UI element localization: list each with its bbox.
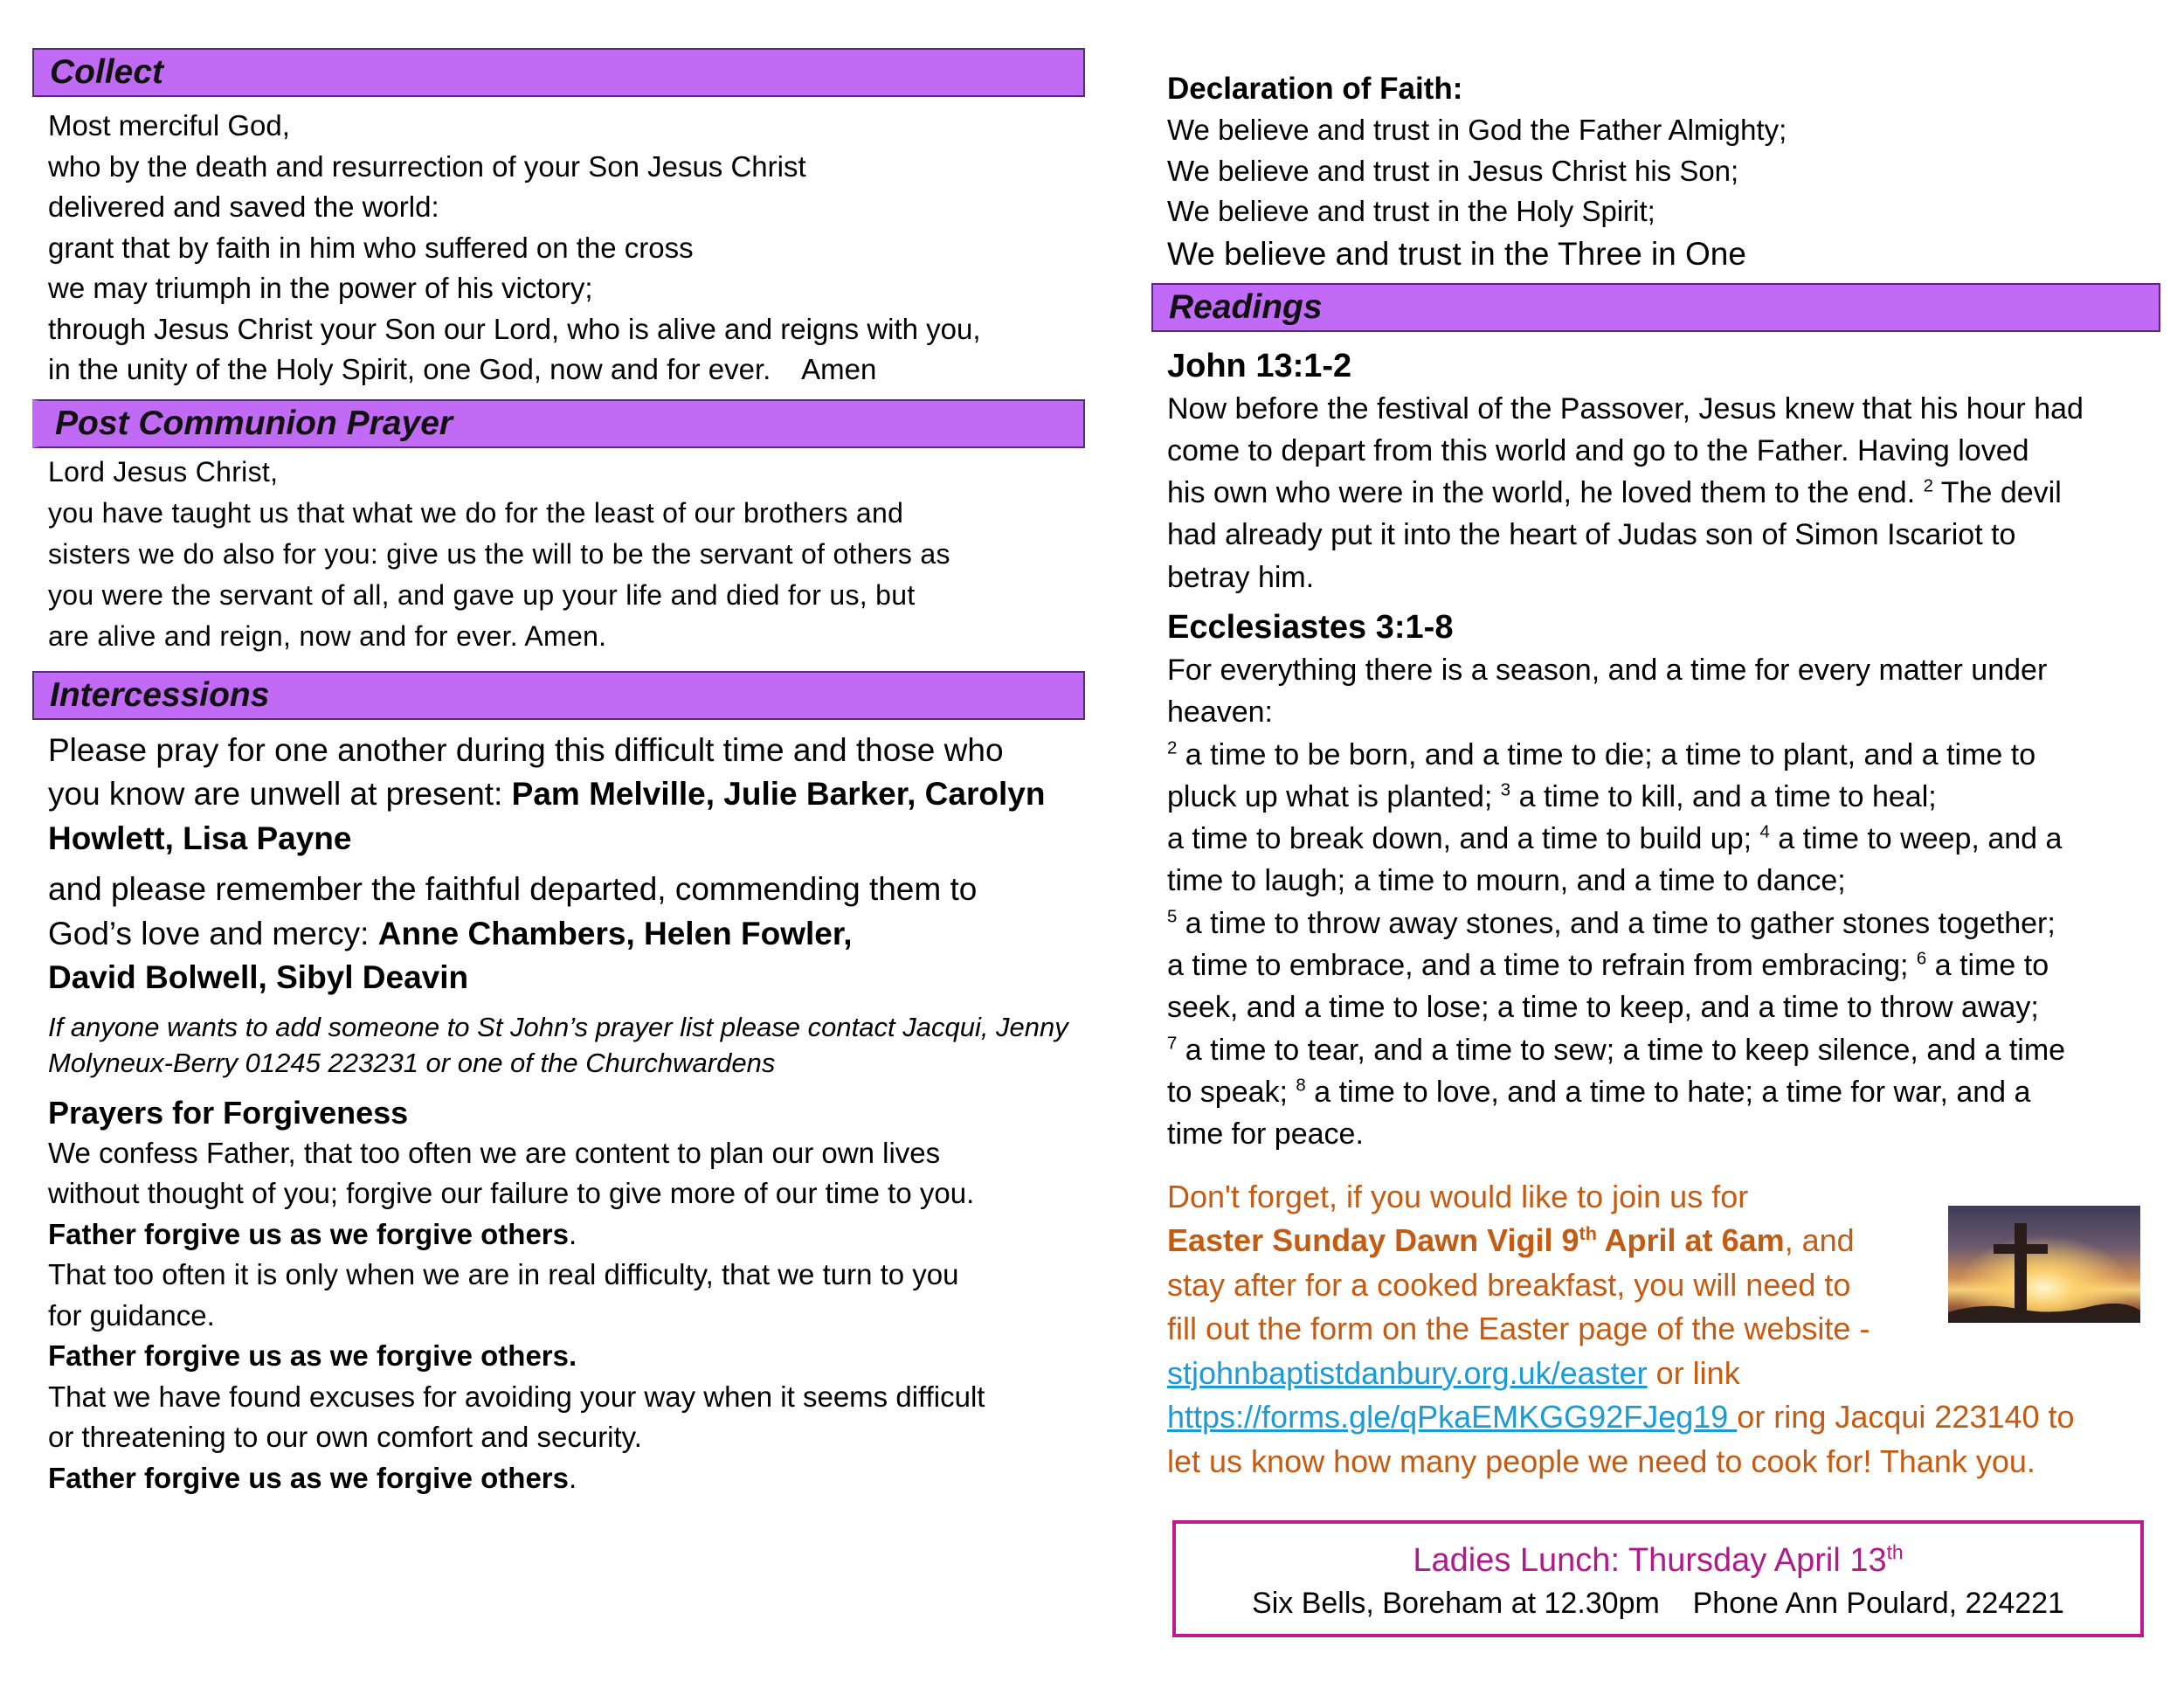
eccl-line: heaven: [1167, 695, 1273, 730]
sick-names: Howlett, Lisa Payne [48, 820, 352, 856]
declaration-line: We believe and trust in Jesus Christ his Son; [1167, 154, 1739, 187]
sick-names: Pam Melville, Julie Barker, Carolyn [511, 776, 1046, 812]
eccl-text: a time to throw away stones, and a time to gather stones together; [1177, 906, 2056, 940]
vigil-line: let us know how many people we need to cook for! Thank you. [1167, 1442, 2035, 1479]
vigil-line [1167, 1395, 2160, 1440]
intercessions-line [48, 912, 1085, 957]
response-text: Father forgive us as we forgive others [48, 1461, 569, 1494]
collect-line: Most merciful God, [48, 109, 290, 142]
eccl-text: pluck up what is planted; [1167, 779, 1501, 813]
eccl-line [1167, 734, 2160, 776]
forgiveness-line: That we have found excuses for avoiding your way when it seems difficult [48, 1380, 985, 1413]
forgiveness-line: or threatening to our own comfort and security. [48, 1421, 642, 1453]
cross-sunrise-image [1948, 1206, 2140, 1323]
declaration-line: We believe and trust in the Holy Spirit; [1167, 195, 1655, 227]
readings-heading: Readings [1151, 283, 2160, 332]
eccl-line [1167, 1071, 2160, 1113]
eccl-text: a time to weep, and a [1769, 822, 2063, 856]
vigil-text: or ring Jacqui 223140 to [1737, 1399, 2075, 1435]
post-communion-line: Lord Jesus Christ, [48, 455, 279, 488]
collect-line: delivered and saved the world: [48, 190, 439, 223]
eccl-line [1167, 776, 2160, 818]
forgiveness-response: Father forgive us as we forgive others. [48, 1339, 577, 1372]
vigil-event-sup: th [1579, 1222, 1597, 1245]
forgiveness-line: without thought of you; forgive our failure to give more of our time to you. [48, 1177, 975, 1209]
john-line: betray him. [1167, 560, 1315, 594]
post-communion-heading: Post Communion Prayer [32, 399, 1085, 448]
post-communion-line: are alive and reign, now and for ever. Amen. [48, 619, 607, 652]
john-text: his own who were in the world, he loved them to the end. [1167, 476, 1924, 510]
lunch-details: Six Bells, Boreham at 12.30pm Phone Ann Poulard, 224221 [1252, 1587, 2064, 1620]
ecclesiastes-reference: Ecclesiastes 3:1-8 [1167, 608, 1454, 646]
eccl-text: a time to [1926, 949, 2049, 983]
eccl-line [1167, 1029, 2160, 1071]
lunch-title-sup: th [1886, 1540, 1904, 1564]
eccl-line: time for peace. [1167, 1117, 1364, 1152]
left-column [32, 48, 1085, 1498]
post-communion-line: you have taught us that what we do for the least of our brothers and [48, 496, 904, 529]
verse-number: 7 [1167, 1034, 1178, 1054]
intercessions-line: Please pray for one another during this difficult time and those who [48, 731, 1004, 768]
declaration-section [1151, 68, 2160, 276]
verse-number: 3 [1500, 780, 1511, 800]
vigil-line: stay after for a cooked breakfast, you will need to [1167, 1266, 1851, 1303]
eccl-text: a time to be born, and a time to die; a time to plant, and a time to [1177, 737, 2036, 771]
ladies-lunch-box [1172, 1520, 2144, 1637]
response-period: . [569, 1461, 577, 1494]
declaration-heading: Declaration of Faith: [1167, 72, 1463, 106]
intercessions-text [32, 729, 1085, 1081]
intercessions-text-part: you know are unwell at present: [48, 776, 512, 812]
forms-link[interactable]: https://forms.gle/qPkaEMKGG92FJeg19 [1167, 1399, 1738, 1435]
eccl-text: a time to break down, and a time to build up; [1167, 822, 1760, 856]
john-line [1167, 472, 2160, 514]
post-communion-text [32, 452, 1085, 657]
collect-line: in the unity of the Holy Spirit, one God, now and for ever. Amen [48, 353, 877, 385]
forgiveness-section [32, 1093, 1085, 1499]
eccl-text: to speak; [1167, 1075, 1296, 1109]
verse-number: 5 [1167, 907, 1178, 927]
forgiveness-response [48, 1214, 1085, 1256]
intercessions-text-part: God’s love and mercy: [48, 915, 378, 951]
verse-number: 6 [1916, 949, 1927, 969]
collect-line: who by the death and resurrection of your Son Jesus Christ [48, 149, 806, 183]
eccl-text: a time to love, and a time to hate; a time for war, and a [1305, 1075, 2031, 1109]
intercessions-line: and please remember the faithful departed, commending them to [48, 871, 978, 907]
collect-text [32, 106, 1085, 391]
eccl-line: time to laugh; a time to mourn, and a time to dance; [1167, 864, 1846, 898]
response-text: Father forgive us as we forgive others [48, 1217, 569, 1250]
declaration-line: We believe and trust in God the Father Almighty; [1167, 114, 1787, 146]
eccl-text: a time to kill, and a time to heal; [1510, 779, 1937, 813]
vigil-line: fill out the form on the Easter page of the website - [1167, 1311, 1870, 1347]
verse-number: 8 [1296, 1076, 1306, 1096]
post-communion-line: you were the servant of all, and gave up your life and died for us, but [48, 578, 916, 611]
vigil-text: , and [1784, 1222, 1855, 1259]
response-period: . [569, 1217, 577, 1250]
vigil-line: Don't forget, if you would like to join us for [1167, 1178, 1749, 1214]
collect-line: we may triumph in the power of his victory; [48, 272, 593, 304]
easter-page-link[interactable]: stjohnbaptistdanbury.org.uk/easter [1167, 1354, 1648, 1391]
john-line: come to depart from this world and go to the Father. Having loved [1167, 433, 2029, 467]
vigil-event: Easter Sunday Dawn Vigil 9 [1167, 1222, 1579, 1259]
lunch-title [1176, 1538, 2140, 1583]
departed-names: David Bolwell, Sibyl Deavin [48, 959, 469, 995]
eccl-line: For everything there is a season, and a time for every matter under [1167, 653, 2048, 687]
forgiveness-line: That too often it is only when we are in real difficulty, that we turn to you [48, 1258, 959, 1290]
lunch-title-text: Ladies Lunch: Thursday April 13 [1413, 1542, 1887, 1579]
john-text: The devil [1932, 476, 2062, 510]
prayer-list-note: If anyone wants to add someone to St John’s prayer list please contact Jacqui, Jenny [48, 1011, 1068, 1042]
forgiveness-response [48, 1458, 1085, 1499]
vigil-line [1167, 1352, 2160, 1396]
verse-number: 2 [1923, 476, 1933, 496]
verse-number: 4 [1759, 822, 1770, 842]
john-line: had already put it into the heart of Judas son of Simon Iscariot to [1167, 518, 2016, 552]
declaration-line: We believe and trust in the Three in One [1167, 235, 1746, 272]
forgiveness-line: We confess Father, that too often we are content to plan our own lives [48, 1136, 941, 1169]
eccl-line: seek, and a time to lose; a time to keep, and a time to throw away; [1167, 991, 2039, 1025]
vigil-event: April at 6am [1596, 1222, 1785, 1259]
prayer-list-note: Molyneux-Berry 01245 223231 or one of the Churchwardens [48, 1047, 776, 1078]
departed-names: Anne Chambers, Helen Fowler, [377, 915, 853, 951]
intercessions-line [48, 772, 1085, 817]
eccl-line [1167, 903, 2160, 944]
john-reference: John 13:1-2 [1167, 347, 1352, 384]
intercessions-heading: Intercessions [32, 671, 1085, 720]
vigil-text: or link [1647, 1354, 1740, 1391]
eccl-line [1167, 944, 2160, 986]
eccl-line [1167, 818, 2160, 860]
john-line: Now before the festival of the Passover, Jesus knew that his hour had [1167, 391, 2084, 425]
eccl-text: a time to tear, and a time to sew; a time to keep silence, and a time [1177, 1033, 2066, 1067]
collect-heading: Collect [32, 48, 1085, 97]
forgiveness-heading: Prayers for Forgiveness [48, 1094, 409, 1131]
collect-line: through Jesus Christ your Son our Lord, who is alive and reigns with you, [48, 312, 981, 345]
cross-icon [1948, 1206, 2140, 1323]
verse-number: 2 [1167, 738, 1178, 758]
post-communion-line: sisters we do also for you: give us the will to be the servant of others as [48, 537, 950, 570]
eccl-text: a time to embrace, and a time to refrain from embracing; [1167, 949, 1917, 983]
collect-line: grant that by faith in him who suffered on the cross [48, 231, 694, 264]
forgiveness-line: for guidance. [48, 1298, 215, 1332]
readings-text [1151, 344, 2160, 1156]
